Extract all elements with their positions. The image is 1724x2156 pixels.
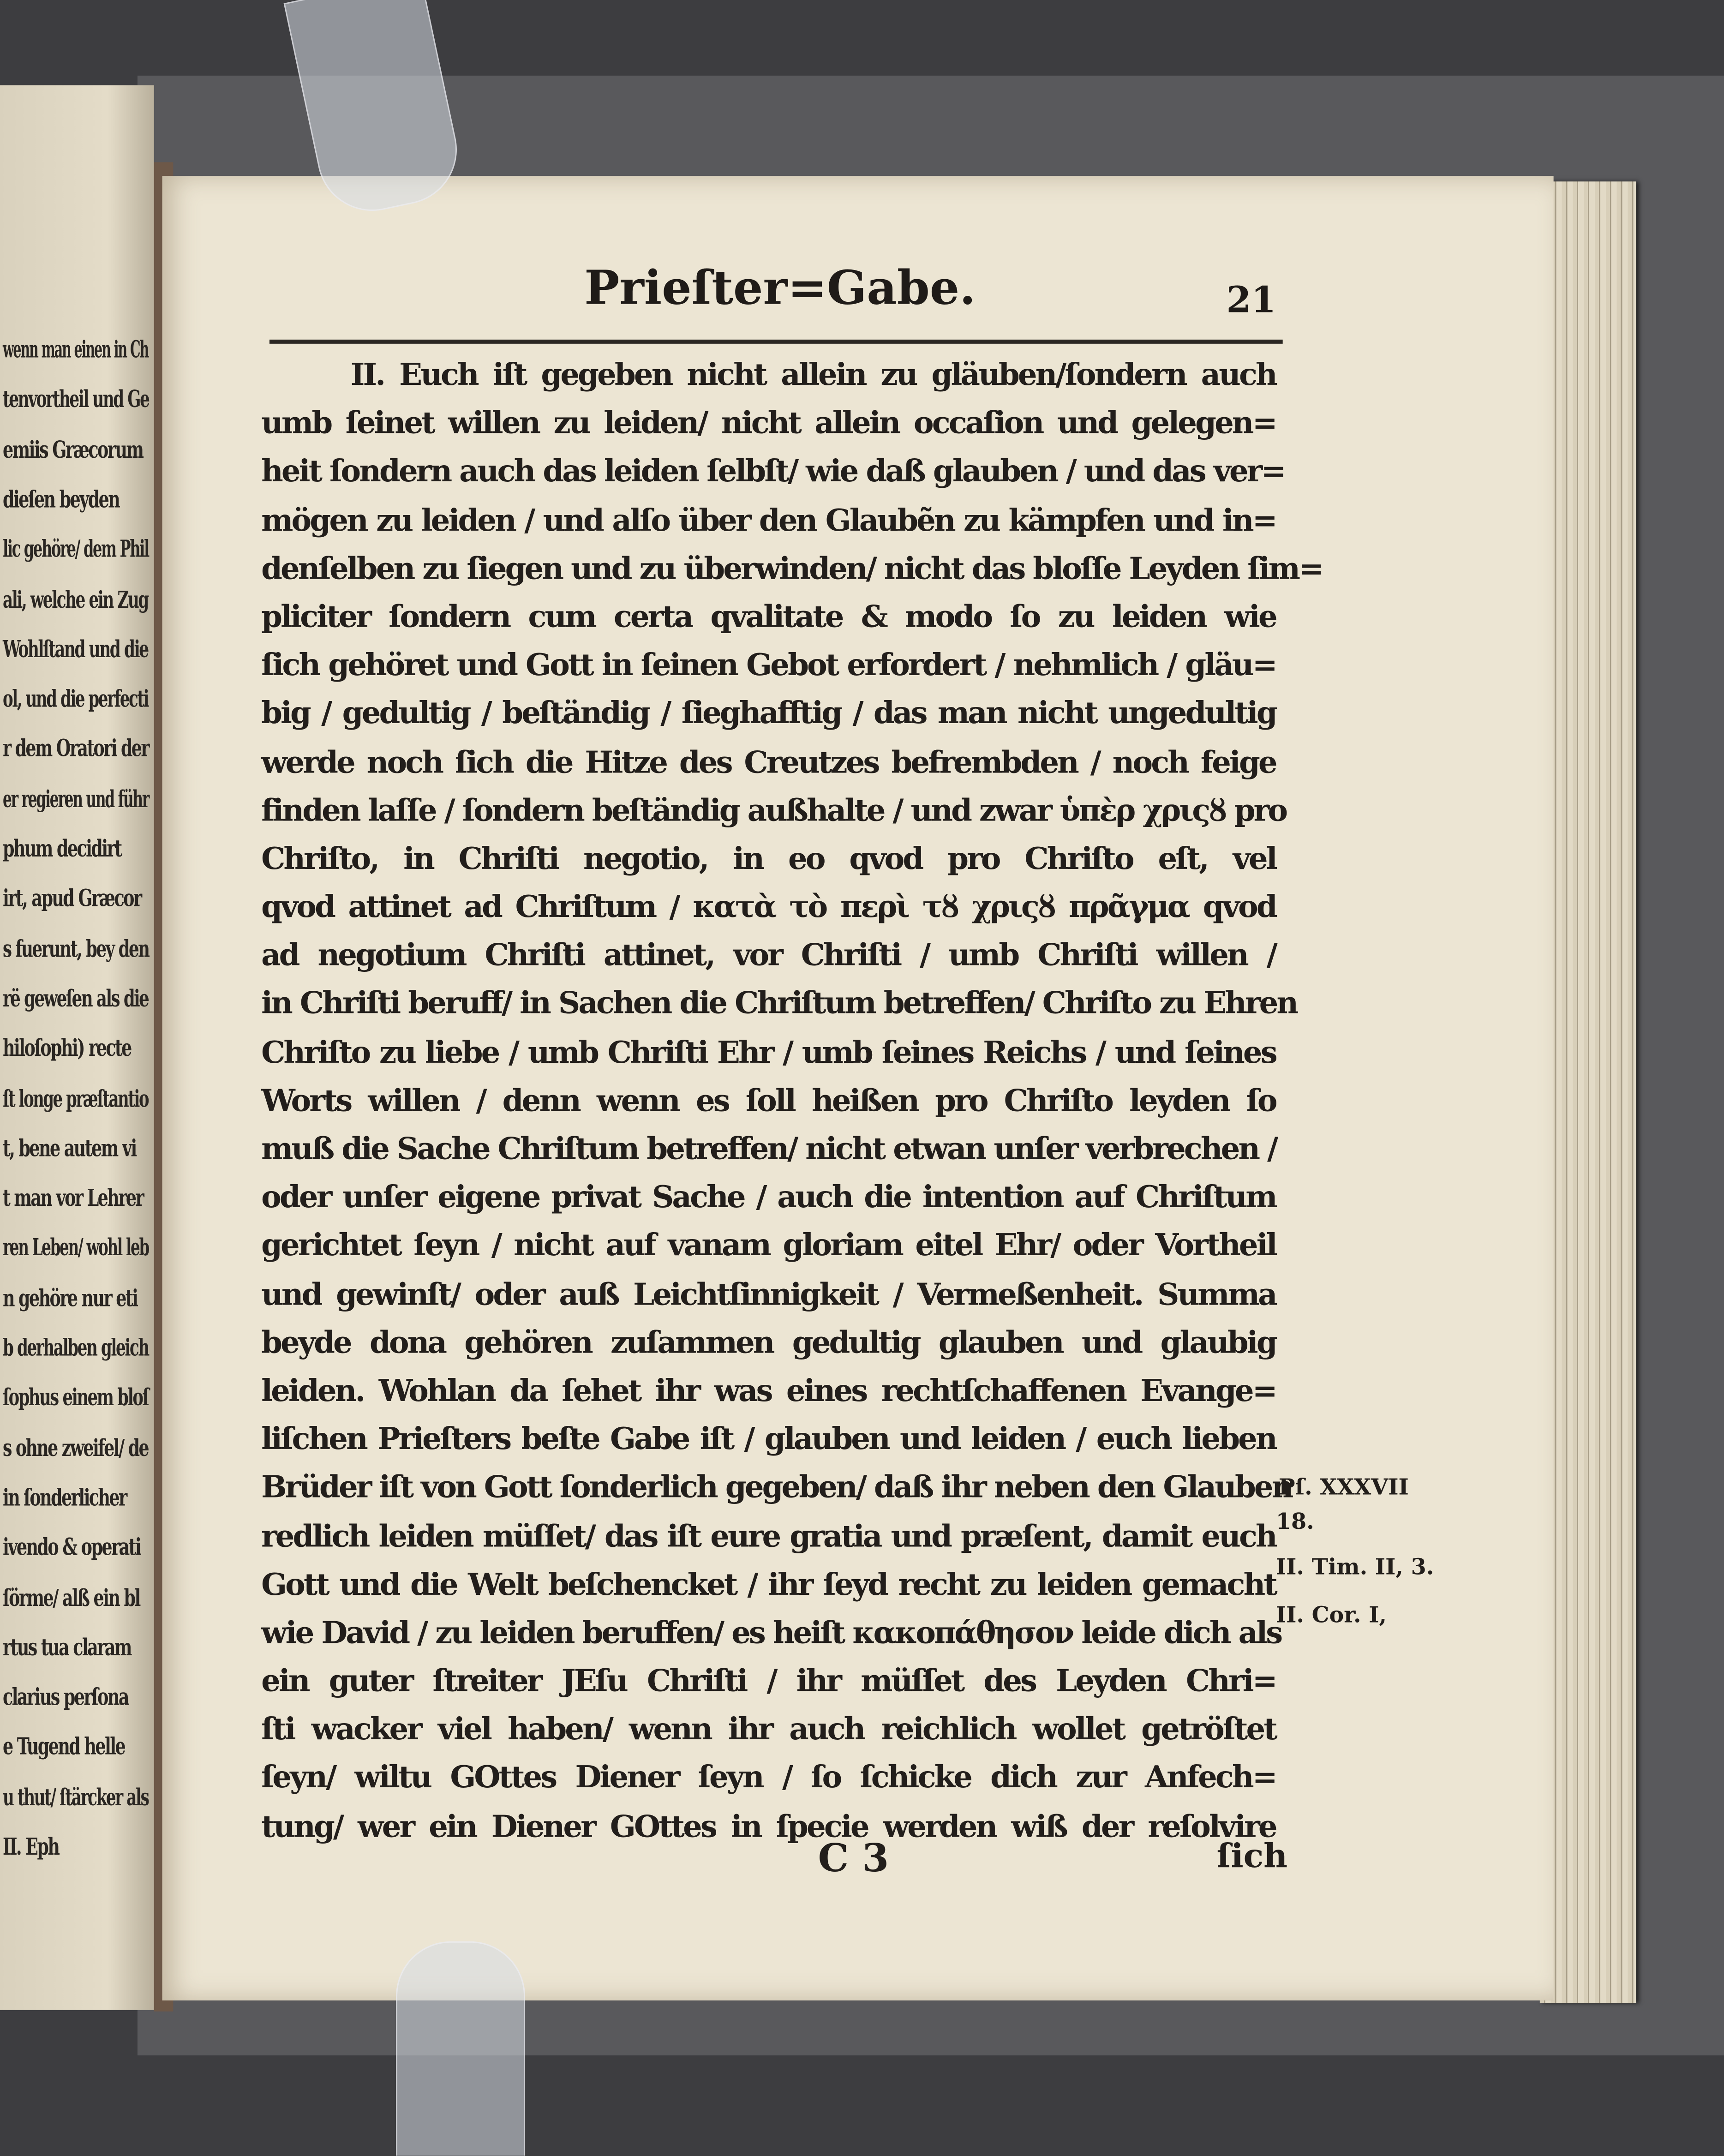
left-page-line: ren Leben/ wohl leb (2, 1235, 149, 1263)
text-line: mögen zu leiden / und alſo über den Glaubẽn zu kämpfen und in= (261, 503, 1276, 539)
text-line: ad negotium Chriſti attinet, vor Chriſti / umb Chriſti willen / (261, 938, 1276, 974)
text-line: II. Euch iſt gegeben nicht allein zu gläuben/ſondern auch (350, 357, 1276, 394)
left-page-line: ſt longe præſtantio (2, 1085, 149, 1113)
text-line: in Chriſti beruff/ in Sachen die Chriſtum betreffen/ Chriſto zu Ehren (261, 986, 1297, 1022)
marginal-note: 18. (1275, 1508, 1314, 1534)
text-line: heit ſondern auch das leiden ſelbſt/ wie daß glauben / und das ver= (261, 454, 1285, 490)
text-line: redlich leiden müſſet/ das iſt eure gratia und præſent, damit euch (261, 1518, 1276, 1555)
text-line: finden laſſe / ſondern beſtändig außhalte / und zwar ὑπὲρ χριςȣ pro (261, 793, 1287, 829)
text-line: muß die Sache Chriſtum betreffen/ nicht etwan unſer verbrechen / (261, 1131, 1277, 1168)
left-page-line: ali, welche ein Zug (2, 586, 148, 614)
left-page-line: ſophus einem bloſ (2, 1385, 149, 1413)
left-page-line: s fuerunt, bey den (2, 935, 149, 964)
left-page-line: lic gehöre/ dem Phil (2, 536, 149, 564)
text-line: Worts willen / denn wenn es ſoll heißen pro Chriſto leyden ſo (261, 1083, 1276, 1119)
left-page-line: in ſonderlicher (2, 1485, 126, 1512)
left-page-line: ſörme/ alß ein bl (2, 1584, 140, 1612)
left-page-line: u thut/ ſtärcker als (2, 1784, 149, 1812)
left-page-line: t, bene autem vi (2, 1135, 136, 1163)
text-line: beyde dona gehören zuſammen gedultig glauben und glaubig (261, 1325, 1276, 1361)
left-page-line: rtus tua claram (2, 1634, 131, 1662)
text-line: ſich gehöret und Gott in ſeinen Gebot erfordert / nehmlich / gläu= (261, 647, 1276, 684)
text-line: ein guter ſtreiter JEſu Chriſti / ihr müſſet des Leyden Chri= (261, 1664, 1276, 1700)
running-title: Prieſter=Gabe. (584, 261, 976, 317)
marginal-note: II. Tim. II, 3. (1275, 1553, 1434, 1580)
text-line: leiden. Wohlan da ſehet ihr was eines rechtſchaffenen Evange= (261, 1373, 1276, 1409)
left-page-line: wenn man einen in Ch (2, 336, 149, 365)
text-line: big / gedultig / beſtändig / ſieghafftig / das man nicht ungedultig (261, 696, 1276, 732)
left-page-line: emiis Græcorum (2, 437, 143, 464)
text-line: oder unſer eigene privat Sache / auch die intention auf Chriſtum (261, 1180, 1276, 1216)
left-page-line: er regieren und führ (2, 786, 149, 814)
text-line: werde noch ſich die Hitze des Creutzes befrembden / noch feige (261, 744, 1276, 780)
left-page-line: II. Eph (2, 1834, 59, 1862)
text-line: denſelben zu ſiegen und zu überwinden/ nicht das bloſſe Leyden ſim= (261, 551, 1323, 587)
page-number: 21 (1226, 280, 1276, 322)
left-page-line: phum decidirt (2, 836, 121, 864)
marginal-note: II. Cor. I, (1275, 1601, 1387, 1628)
left-page (0, 85, 154, 2010)
text-line: qvod attinet ad Chriſtum / κατὰ τὸ περὶ τȣ χριςȣ πρᾶγμα qvod (261, 889, 1276, 926)
text-line: wie David / zu leiden beruffen/ es heiſt κακοπάθησον leide dich als (261, 1615, 1281, 1651)
left-page-line: n gehöre nur eti (2, 1285, 138, 1313)
left-page-line: r dem Oratori der (2, 736, 149, 764)
left-page-line: rë geweſen als die (2, 985, 149, 1013)
left-page-line: hiloſophi) recte (2, 1035, 131, 1063)
text-line: und gewinſt/ oder auß Leichtſinnigkeit / Vermeßenheit. Summa (261, 1276, 1276, 1312)
text-line: pliciter ſondern cum certa qvalitate & modo ſo zu leiden wie (261, 599, 1276, 635)
text-line: Chriſto zu liebe / umb Chriſti Ehr / umb ſeines Reichs / und ſeines (261, 1035, 1276, 1071)
text-line: liſchen Prieſters beſte Gabe iſt / glauben und leiden / euch lieben (261, 1421, 1276, 1458)
text-line: Brüder iſt von Gott ſonderlich gegeben/ daß ihr neben den Glauben (261, 1470, 1292, 1506)
text-line: ſti wacker viel haben/ wenn ihr auch reichlich wollet getröſtet (261, 1712, 1276, 1748)
left-page-line: e Tugend helle (2, 1734, 125, 1762)
left-page-line: Wohlſtand und die (2, 636, 148, 664)
left-page-line: irt, apud Græcor (2, 886, 141, 914)
left-page-line: t man vor Lehrer (2, 1185, 144, 1213)
header-rule (269, 340, 1283, 344)
text-line: umb ſeinet willen zu leiden/ nicht allein occaſion und gelegen= (261, 406, 1276, 442)
left-page-line: tenvortheil und Ge (2, 387, 149, 414)
left-page-line: dieſen beyden (2, 486, 120, 514)
text-line: tung/ wer ein Diener GOttes in ſpecie werden wiß der reſolvire (261, 1809, 1276, 1845)
marginal-note: Pſ. XXXVII (1278, 1473, 1409, 1500)
signature-mark: C 3 (818, 1835, 889, 1881)
left-page-line: ol, und die perfecti (2, 686, 149, 714)
page-clip-bottom (396, 1941, 525, 2156)
left-page-line: s ohne zweifel/ de (2, 1435, 149, 1462)
text-line: ſeyn/ wiltu GOttes Diener ſeyn / ſo ſchicke dich zur Anfech= (261, 1760, 1276, 1797)
left-page-line: b derhalben gleich (2, 1335, 149, 1363)
text-line: Gott und die Welt beſchencket / ihr ſeyd recht zu leiden gemacht (261, 1567, 1276, 1603)
catchword: ſich (1216, 1835, 1288, 1875)
text-line: Chriſto, in Chriſti negotio, in eo qvod pro Chriſto eſt, vel (261, 841, 1276, 877)
text-line: gerichtet ſeyn / nicht auf vanam gloriam eitel Ehr/ oder Vortheil (261, 1228, 1276, 1264)
left-page-line: ivendo & operati (2, 1534, 141, 1563)
left-page-line: clarius perſona (2, 1684, 128, 1712)
page-edges (1540, 181, 1636, 2003)
